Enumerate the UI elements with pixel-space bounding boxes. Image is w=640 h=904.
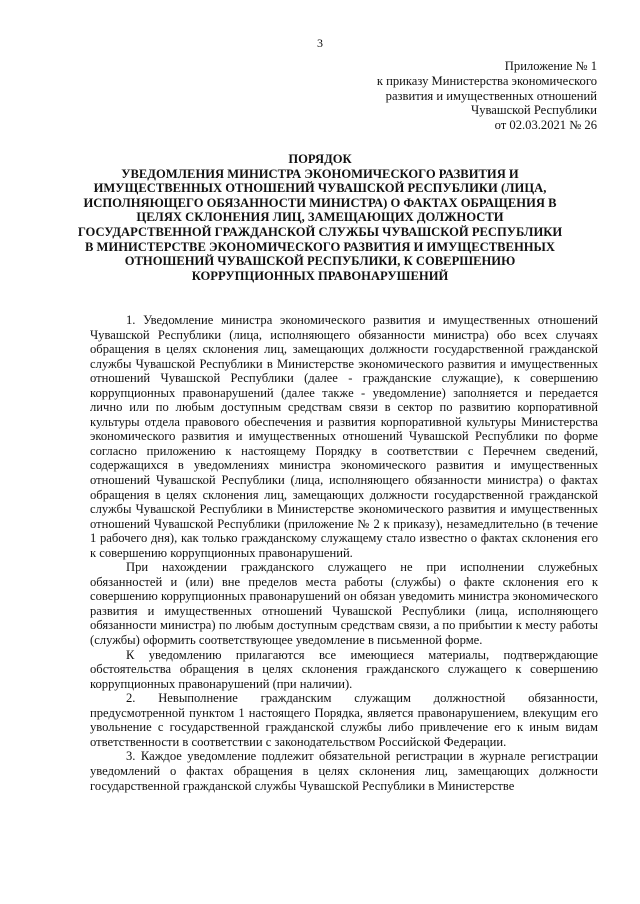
title-line: КОРРУПЦИОННЫХ ПРАВОНАРУШЕНИЙ [191, 268, 449, 283]
title-line: УВЕДОМЛЕНИЯ МИНИСТРА ЭКОНОМИЧЕСКОГО РАЗВИТИЯ И [121, 166, 519, 181]
appendix-line: Приложение № 1 [504, 59, 597, 73]
title-line: В МИНИСТЕРСТВЕ ЭКОНОМИЧЕСКОГО РАЗВИТИЯ И ИМУЩЕСТВЕННЫХ [84, 239, 556, 254]
title-line: ЦЕЛЯХ СКЛОНЕНИЯ ЛИЦ, ЗАМЕЩАЮЩИХ ДОЛЖНОСТИ [136, 210, 504, 225]
appendix-line: от 02.03.2021 № 26 [494, 118, 597, 133]
appendix-block [377, 59, 597, 133]
title-line: ИМУЩЕСТВЕННЫХ ОТНОШЕНИЙ ЧУВАШСКОЙ РЕСПУБЛИКИ (ЛИЦА, [93, 181, 547, 196]
appendix-line: к приказу Министерства экономического [376, 73, 597, 88]
paragraph: 2. Невыполнение гражданским служащим должностной обязанности, предусмотренной пунктом 1 настоящего Порядка, является правонарушением, влекущим его увольнение с государственной гражданской службы либо привлечение его к иным видам ответственности в соответствии с законодательством Российской Федерации. [90, 691, 598, 749]
paragraph: При нахождении гражданского служащего не при исполнении служебных обязанностей и (или) вне пределов места работы (службы) о факте склонения его к совершению коррупционных правонарушений он обязан уведомить министра экономического развития и имущественных отношений Чувашской Республики (лица, исполняющего обязанности министра) по любым доступным средствам связи, а по прибытии к месту работы (службы) оформить соответствующее уведомление в письменной форме. [90, 560, 598, 648]
document-body [90, 313, 598, 793]
title-heading: ПОРЯДОК [288, 152, 352, 166]
paragraph: 3. Каждое уведомление подлежит обязательной регистрации в журнале регистрации уведомлений о фактах обращения в целях склонения лиц, замещающих должности государственной гражданской службы Чувашской Республики в Министерстве [90, 749, 598, 793]
appendix-line: Чувашской Республики [471, 103, 597, 118]
page-number: 3 [317, 36, 323, 50]
title-line: ОТНОШЕНИЙ ЧУВАШСКОЙ РЕСПУБЛИКИ, К СОВЕРШЕНИЮ [124, 254, 516, 269]
document-title [60, 152, 580, 283]
paragraph: 1. Уведомление министра экономического развития и имущественных отношений Чувашской Республики (лица, исполняющего обязанности министра) обо всех случаях обращения в целях склонения лиц, замещающих должности государственной гражданской службы Чувашской Республики в Министерстве экономического развития и имущественных отношений Чувашской Республики (далее - гражданские служащие), к совершению коррупционных правонарушений (далее также - уведомление) заполняется и передается лично или по любым доступным средствам связи в сектор по развитию корпоративной культуры отдела правового обеспечения и развития корпоративной культуры Министерства экономического развития и имущественных отношений Чувашской Республики по форме согласно приложению к настоящему Порядку в соответствии с Перечнем сведений, содержащихся в уведомлениях министра экономического развития и имущественных отношений Чувашской Республики (лица, исполняющего обязанности министра) о фактах обращения в целях склонения лиц, замещающих должности государственной гражданской службы Чувашской Республики в Министерстве экономического развития и имущественных отношений Чувашской Республики (приложение № 2 к приказу), незамедлительно (в течение 1 рабочего дня), как только гражданскому служащему стало известно о фактах склонения его к совершению коррупционных правонарушений. [90, 313, 598, 560]
paragraph: К уведомлению прилагаются все имеющиеся материалы, подтверждающие обстоятельства обращения в целях склонения гражданского служащего к совершению коррупционных правонарушений (при наличии). [90, 647, 598, 691]
title-line: ГОСУДАРСТВЕННОЙ ГРАЖДАНСКОЙ СЛУЖБЫ ЧУВАШСКОЙ РЕСПУБЛИКИ [77, 224, 563, 239]
appendix-line: развития и имущественных отношений [385, 88, 597, 103]
title-line: ИСПОЛНЯЮЩЕГО ОБЯЗАННОСТИ МИНИСТРА) О ФАКТАХ ОБРАЩЕНИЯ В [83, 195, 557, 210]
